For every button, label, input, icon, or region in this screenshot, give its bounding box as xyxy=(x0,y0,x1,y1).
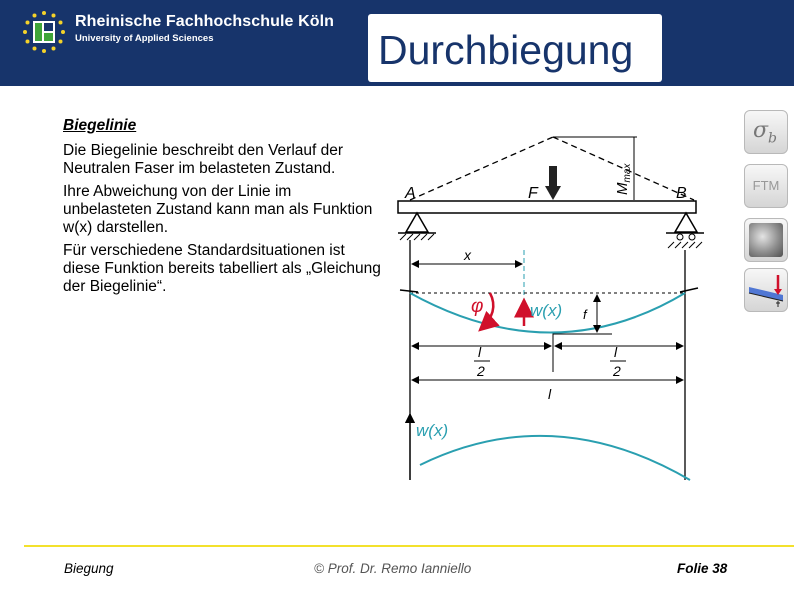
beam xyxy=(398,201,696,213)
label-mmax: $M_{max}$ xyxy=(614,163,633,195)
bending-stress-icon xyxy=(745,269,787,311)
material-image-button[interactable] xyxy=(744,218,788,262)
paragraph: Für verschiedene Standardsituationen ist diese Funktion bereits tabelliert als „Gleichung der Biegelinie“. xyxy=(63,242,381,295)
slide-number: Folie 38 xyxy=(677,561,728,576)
label-l-half-1: l xyxy=(478,344,482,360)
label-l-total: l xyxy=(548,386,552,402)
institution-name: Rheinische Fachhochschule Köln xyxy=(75,13,335,30)
label-f: F xyxy=(528,185,538,202)
header-bar xyxy=(0,0,794,86)
footer-divider xyxy=(24,545,794,547)
inverted-curve xyxy=(420,436,690,480)
label-f-small: f xyxy=(583,307,587,322)
label-x: x xyxy=(464,247,471,263)
sigma-bending-button[interactable] xyxy=(744,110,788,154)
footer-copyright: © Prof. Dr. Remo Ianniello xyxy=(314,561,472,576)
slide-content xyxy=(63,117,381,301)
label-phi: φ xyxy=(471,296,484,317)
label-b: B xyxy=(676,185,687,202)
university-logo xyxy=(22,10,66,54)
label-2-half-1: 2 xyxy=(477,363,485,379)
paragraph: Ihre Abweichung von der Linie im unbelasteten Zustand kann man als Funktion w(x) darstellen. xyxy=(63,183,373,236)
bending-stress-button[interactable] xyxy=(744,268,788,312)
label-2-half-2: 2 xyxy=(613,363,621,379)
institution-subtitle: University of Applied Sciences xyxy=(75,33,214,44)
label-l-half-2: l xyxy=(614,344,618,360)
ftm-button[interactable] xyxy=(744,164,788,208)
label-wx: w(x) xyxy=(530,301,563,320)
footer-topic: Biegung xyxy=(64,561,114,576)
support-b xyxy=(666,213,704,248)
content-heading: Biegelinie xyxy=(63,117,137,134)
label-a: A xyxy=(405,185,416,202)
force-arrow xyxy=(545,166,561,200)
beam-deflection-diagram xyxy=(392,132,714,492)
sigma-subscript: b xyxy=(768,130,777,147)
ftm-label: FTM xyxy=(752,178,780,193)
support-a xyxy=(398,213,436,240)
slide-title: Durchbiegung xyxy=(378,27,634,73)
sigma-icon xyxy=(753,118,777,146)
paragraph: Die Biegelinie beschreibt den Verlauf der Neutralen Faser im belasteten Zustand. xyxy=(63,142,344,177)
label-wx-axis: w(x) xyxy=(416,421,449,440)
sigma-symbol: σ xyxy=(753,118,769,143)
rock-icon xyxy=(749,223,783,257)
